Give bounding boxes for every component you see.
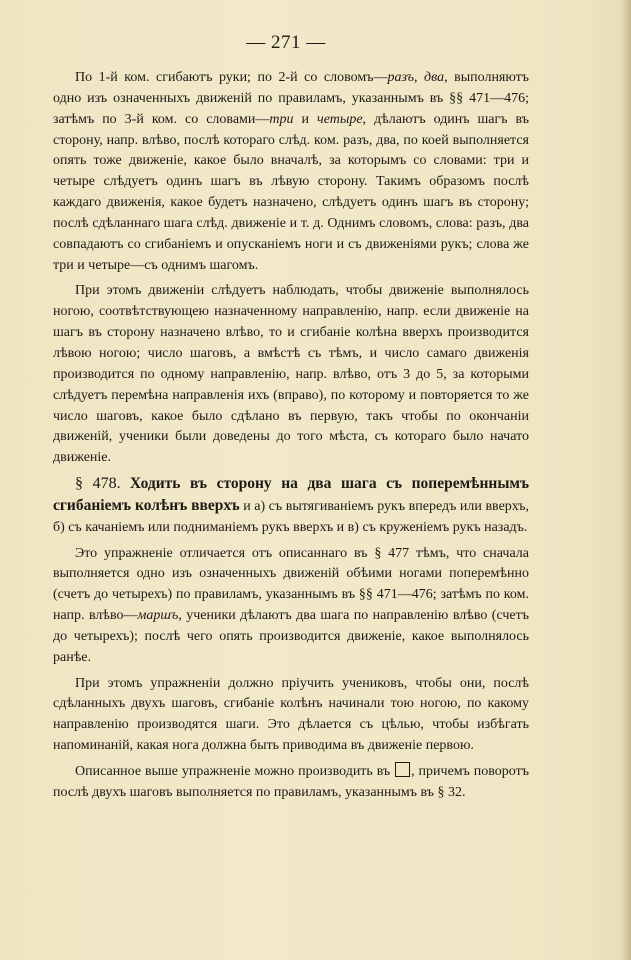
paragraph-4 — [53, 544, 529, 669]
section-478 — [53, 474, 529, 539]
paragraph-2: При этомъ движеніи слѣдуетъ наблюдать, чтобы движеніе выполнялось ногою, соотвѣтствующею назначенному направленію, напр. если движеніе на шагъ въ сторону назначено влѣво, то и сгибаніе колѣна вверхъ производится лѣвою ногою; число шаговъ, а вмѣстѣ съ тѣмъ, и число самаго движенія производится по одному направленію, напр. влѣво, отъ 3 до 5, за которыми слѣдуетъ перемѣна направленія ихъ (вправо), по которому и повторяется то же число шаговъ, какое было сдѣлано въ первую, такъ чтобы по окончаніи движеній, ученики были доведены до того мѣста, съ котораго было начато движеніе. — [53, 283, 529, 466]
paragraph-1-text-e: , дѣлаютъ одинъ шагъ въ сторону, напр. влѣво, послѣ котораго слѣд. ком. разъ, два, по коей выполняется опять тоже движеніе, какое было вначалѣ, за которымъ со словами: три и четыре слѣдуетъ одинъ шагъ въ лѣвую сторону. Такимъ образомъ послѣ каждаго движенія, какое будетъ назначено, слѣдуетъ одинъ шагъ въ сторону; послѣ сдѣланнаго шага слѣд. движеніе и т. д. Однимъ словомъ, слова: разъ, два совпадаютъ со сгибаніемъ и опусканіемъ ноги и съ движеніями рукъ; слова же три и четыре—съ однимъ шагомъ. — [53, 111, 530, 273]
paragraph-1-text-b: , — [414, 70, 425, 85]
paragraph-4-text-b: , ученики дѣлаютъ два шага по направленію влѣво (счетъ до четырехъ); послѣ чего опять производится движеніе, какое выполнялось ранѣе. — [53, 608, 529, 665]
page-body — [53, 68, 529, 804]
section-heading: Ходить въ сторону на два шага съ поперемѣннымъ сгибаніемъ колѣнъ вверхъ — [53, 475, 530, 514]
page-number: — 271 — — [246, 32, 326, 53]
command-word-chetyre: четыре — [317, 111, 363, 127]
paragraph-1 — [53, 68, 529, 276]
section-478-text: и а) съ вытягиваніемъ рукъ впередъ или вверхъ, б) съ качаніемъ или подниманіемъ рукъ вверхъ и в) съ круженіемъ рукъ назадъ. — [53, 498, 530, 535]
paragraph-1-text-a: По 1-й ком. сгибаютъ руки; по 2-й со словомъ— — [75, 70, 388, 85]
paragraph-6-text-c: 32. — [444, 784, 466, 800]
command-word-tri: три — [269, 111, 294, 127]
square-formation-icon — [395, 762, 410, 777]
section-number: § 478. — [75, 475, 121, 493]
paragraph-6 — [53, 762, 529, 804]
binding-shadow — [621, 0, 631, 960]
command-word-marsh: маршъ — [137, 608, 179, 624]
paragraph-4-text-a: Это упражненіе отличается отъ описаннаго въ § 477 тѣмъ, что сначала выполняется одно изъ означенныхъ движеній обѣими ногами поперемѣнно (счетъ до четырехъ) по правиламъ, указаннымъ въ §§ 471—476; затѣмъ по ком. напр. влѣво— — [53, 545, 529, 624]
paragraph-6-text-a: Описанное выше упражненіе можно производить въ — [75, 764, 395, 779]
command-word-raz: разъ — [387, 70, 414, 85]
section-sign: § — [437, 784, 445, 800]
paragraph-1-text-c: , выполняютъ одно изъ означенныхъ движеній по правиламъ, указаннымъ въ §§ 471—476; затѣмъ по 3-й ком. со словами— — [53, 70, 530, 127]
paragraph-6-text-b: , причемъ поворотъ послѣ двухъ шаговъ выполняется по правиламъ, указаннымъ въ — [53, 764, 529, 800]
paragraph-5: При этомъ упражненіи должно пріучить учениковъ, чтобы они, послѣ сдѣланныхъ двухъ шаговъ, сгибаніе колѣнъ начинали тою ногою, по какому направленію производятся шаги. Это дѣлается съ цѣлью, чтобы избѣгать напоминаній, какая нога должна быть приводима въ движеніе первою. — [53, 675, 529, 754]
command-word-dva: два — [424, 70, 445, 85]
paragraph-1-text-d: и — [293, 111, 318, 127]
